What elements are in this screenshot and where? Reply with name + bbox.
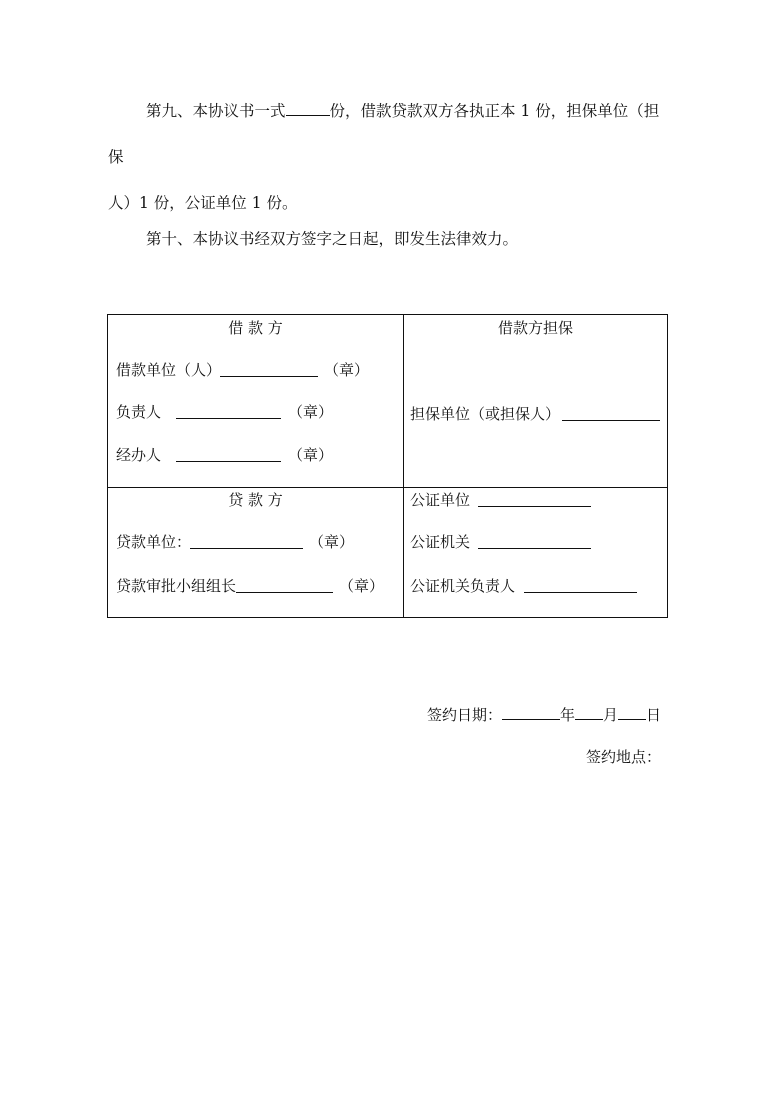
lender-leader-seal: （章） (339, 577, 385, 595)
table-vertical-divider (403, 315, 404, 617)
notary-office-label: 公证机关 (410, 533, 471, 551)
article-9-line-2: 人）1 份，公证单位 1 份。 (108, 194, 298, 212)
borrower-head-label: 负责人 (116, 403, 162, 421)
borrower-unit-blank[interactable] (220, 362, 318, 377)
notary-officer-label: 公证机关负责人 (410, 577, 516, 595)
guarantor-unit-blank[interactable] (562, 406, 660, 421)
signing-month-blank[interactable] (575, 705, 603, 720)
notary-unit-label: 公证单位 (410, 491, 471, 509)
borrower-head-seal: （章） (288, 403, 334, 421)
notary-office-blank[interactable] (478, 534, 591, 549)
guarantor-unit-label: 担保单位（或担保人） (410, 405, 561, 423)
article-9-line-1 (108, 88, 668, 180)
signing-date-label: 签约日期： (426, 706, 502, 724)
borrower-unit-label: 借款单位（人） (116, 361, 222, 379)
signing-date (427, 705, 661, 725)
lender-leader-label: 贷款审批小组组长 (116, 577, 237, 595)
signing-year-blank[interactable] (502, 705, 560, 720)
signature-table (107, 314, 668, 618)
signing-place-label: 签约地点： (585, 748, 661, 766)
article-9-text-a: 第九、本协议书一式 (146, 102, 286, 120)
borrower-agent-seal: （章） (288, 446, 334, 464)
article-10 (108, 216, 668, 262)
article-9-text-b: 份，借款贷款双方各执正本 1 份，担保单位（担保 (108, 102, 660, 166)
signing-year-label: 年 (559, 706, 575, 724)
signing-day-label: 日 (645, 706, 661, 724)
lender-leader-blank[interactable] (236, 578, 333, 593)
borrower-agent-blank[interactable] (176, 447, 281, 462)
table-horizontal-divider (108, 487, 667, 488)
signing-month-label: 月 (602, 706, 618, 724)
lender-unit-blank[interactable] (190, 534, 303, 549)
lender-title: 贷 款 方 (228, 491, 283, 509)
borrower-agent-label: 经办人 (116, 446, 162, 464)
borrower-title: 借 款 方 (228, 319, 283, 337)
article-9 (108, 88, 668, 226)
lender-unit-seal: （章） (309, 533, 355, 551)
lender-unit-label: 贷款单位： (116, 533, 192, 551)
notary-officer-blank[interactable] (524, 578, 637, 593)
article-10-text: 第十、本协议书经双方签字之日起，即发生法律效力。 (146, 230, 519, 248)
guarantor-title: 借款方担保 (497, 319, 573, 337)
notary-unit-blank[interactable] (478, 492, 591, 507)
copies-blank[interactable] (286, 101, 330, 116)
signing-day-blank[interactable] (618, 705, 646, 720)
borrower-unit-seal: （章） (324, 361, 370, 379)
borrower-head-blank[interactable] (176, 404, 281, 419)
